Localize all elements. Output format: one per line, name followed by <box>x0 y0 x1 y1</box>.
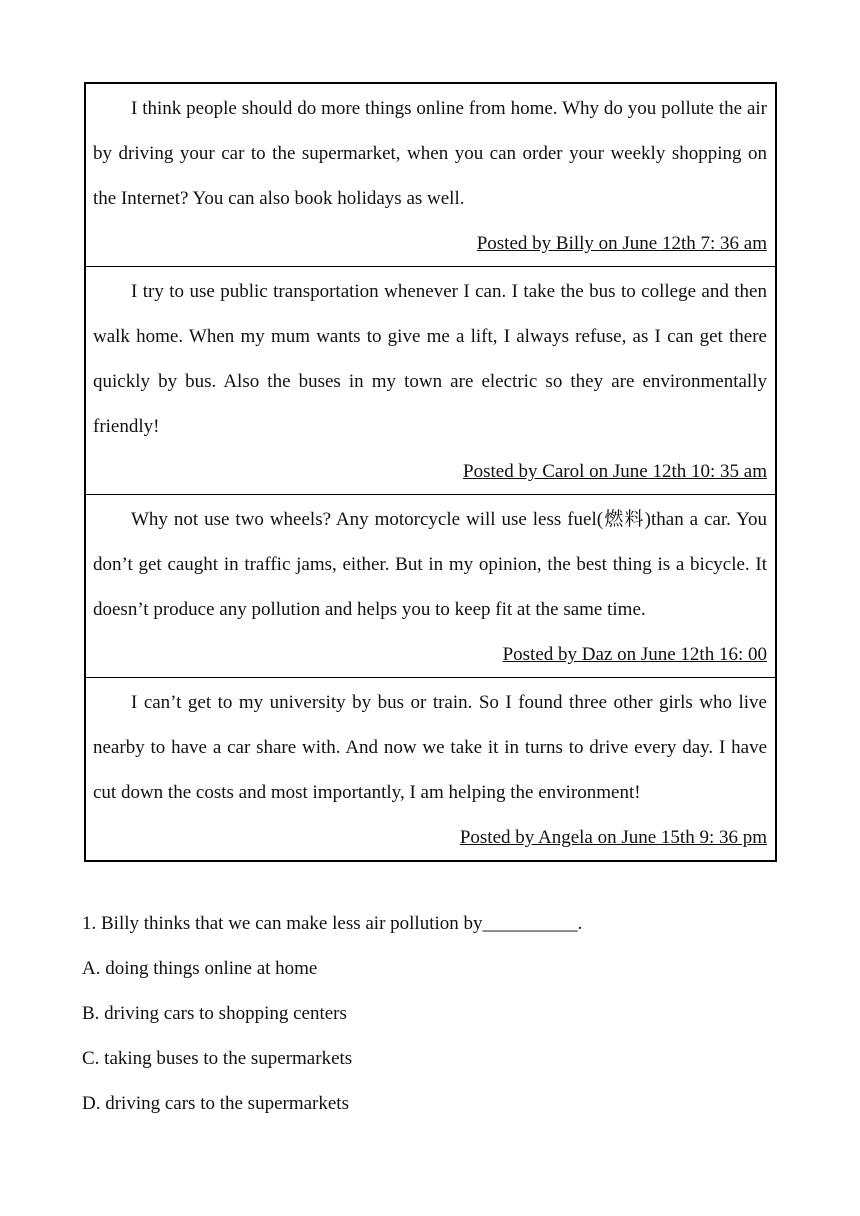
post-body: Why not use two wheels? Any motorcycle will use less fuel(燃料)than a car. You don’t get caught in traffic jams, either. But in my opinion, the best thing is a bicycle. It doesn’t produce any pollution and helps you to keep fit at the same time. <box>93 509 767 620</box>
post-meta <box>93 815 767 860</box>
post-body: I can’t get to my university by bus or train. So I found three other girls who live nearby to have a car share with. And now we take it in turns to drive every day. I have cut down the costs and most importantly, I am helping the environment! <box>93 692 767 803</box>
post-carol <box>86 267 775 495</box>
question-stem: 1. Billy thinks that we can make less air pollution by__________. <box>82 913 583 934</box>
post-billy <box>86 84 775 267</box>
post-meta <box>93 632 767 677</box>
posts-table <box>84 82 777 862</box>
option-b[interactable]: B. driving cars to shopping centers <box>82 1003 347 1024</box>
post-meta-text: Posted by Carol on June 12th 10: 35 am <box>463 461 767 482</box>
post-body: I try to use public transportation whenever I can. I take the bus to college and then walk home. When my mum wants to give me a lift, I always refuse, as I can get there quickly by bus. Also the buses in my town are electric so they are environmentally friendly! <box>93 281 767 437</box>
option-c[interactable]: C. taking buses to the supermarkets <box>82 1048 353 1069</box>
post-meta <box>93 449 767 494</box>
post-meta-text: Posted by Angela on June 15th 9: 36 pm <box>459 827 767 848</box>
option-a[interactable]: A. doing things online at home <box>82 958 318 979</box>
post-meta-text: Posted by Billy on June 12th 7: 36 am <box>476 233 767 254</box>
post-meta-text: Posted by Daz on June 12th 16: 00 <box>502 644 767 665</box>
post-angela <box>86 678 775 860</box>
option-d[interactable]: D. driving cars to the supermarkets <box>82 1093 349 1114</box>
post-meta <box>93 221 767 266</box>
post-daz <box>86 495 775 678</box>
post-body: I think people should do more things online from home. Why do you pollute the air by driving your car to the supermarket, when you can order your weekly shopping on the Internet? You can also book holidays as well. <box>93 98 767 209</box>
question-block <box>82 901 782 1126</box>
